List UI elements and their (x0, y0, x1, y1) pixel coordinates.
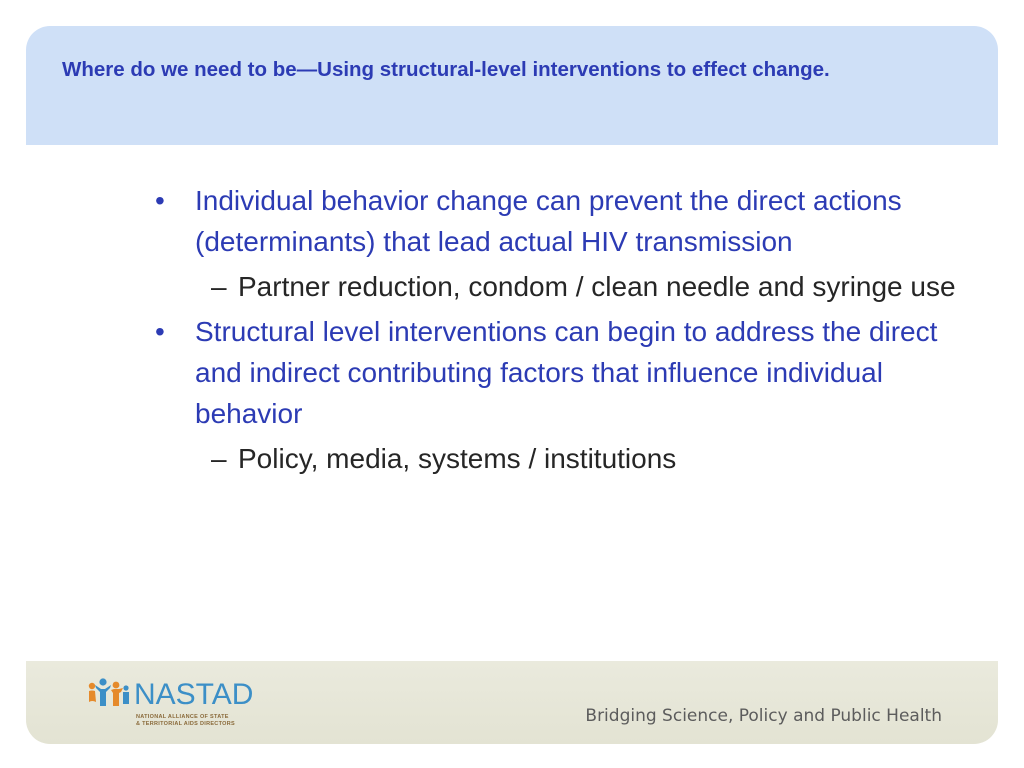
bullet-item (153, 180, 973, 262)
sub-item (153, 438, 973, 479)
slide-content (153, 180, 973, 479)
nastad-logo (86, 676, 276, 730)
bullet-marker: • (155, 316, 165, 347)
bullet-marker: • (155, 185, 165, 216)
footer-tagline: Bridging Science, Policy and Public Health (585, 706, 942, 726)
sub-marker: – (211, 271, 227, 302)
slide-title: Where do we need to be—Using structural-level interventions to effect change. (62, 58, 830, 81)
bullet-item (153, 311, 973, 434)
logo-subtext: NATIONAL ALLIANCE OF STATE & TERRITORIAL AIDS DIRECTORS (136, 714, 235, 727)
bullet-text: Individual behavior change can prevent the direct actions (determinants) that lead actual HIV transmission (195, 185, 902, 257)
sub-item-text: Policy, media, systems / institutions (238, 443, 677, 474)
footer-band (26, 661, 998, 744)
people-figures-icon (86, 676, 136, 720)
bullet-list (153, 180, 973, 479)
header-band (26, 26, 998, 145)
logo-wordmark: NASTAD (134, 678, 254, 711)
sub-item (153, 266, 973, 307)
sub-marker: – (211, 443, 227, 474)
bullet-text: Structural level interventions can begin to address the direct and indirect contributing factors that influence individual behavior (195, 316, 938, 429)
sub-item-text: Partner reduction, condom / clean needle and syringe use (238, 271, 956, 302)
